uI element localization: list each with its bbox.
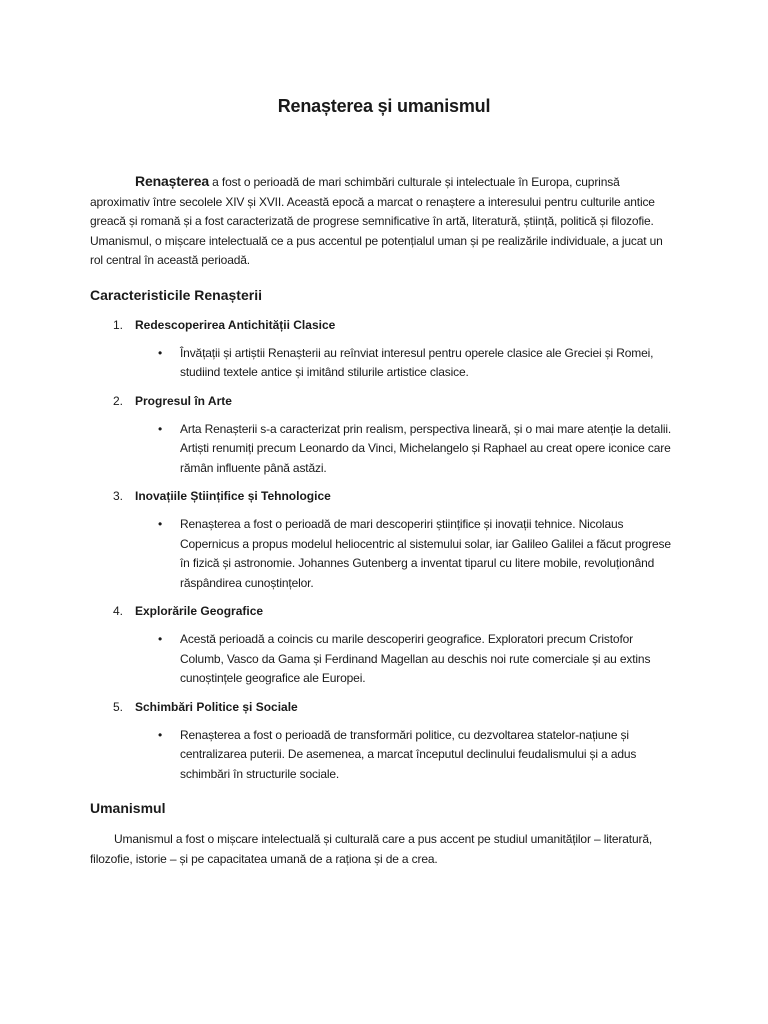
bullet-text: Acestă perioadă a coincis cu marile descoperiri geografice. Exploratori precum Cristofor Columb, Vasco da Gama și Ferdinand Magellan au deschis noi rute comerciale și au extins cunoștințele geografice ale Europei.: [180, 632, 651, 685]
list-item-title: Explorările Geografice: [135, 604, 264, 618]
list-item: [90, 488, 678, 593]
list-item-heading: [90, 699, 678, 715]
list-item-heading: [90, 317, 678, 333]
bullet-text: Învățații și artiștii Renașterii au reînviat interesul pentru operele clasice ale Greciei și Romei, studiind textele antice și imitând stilurile artistice clasice.: [180, 345, 654, 379]
bullet-icon: •: [158, 517, 163, 531]
page-title: Renașterea și umanismul: [277, 96, 491, 116]
bullet-text: Arta Renașterii s-a caracterizat prin realism, perspectiva lineară, și o mai mare atenție la detalii. Artiști renumiți precum Leonardo da Vinci, Michelangelo și Raphael au creat opere iconice care rămân influente până astăzi.: [180, 421, 672, 475]
list-item: [90, 393, 678, 479]
bullet-point: [90, 515, 678, 593]
bullet-text: Renașterea a fost o perioadă de transformări politice, cu dezvoltarea statelor-națiune și centralizarea puterii. De asemenea, a marcat începutul declinului feudalismului și a adus schimbări în structurile sociale.: [180, 727, 637, 781]
bullet-point: [90, 726, 678, 785]
bullet-icon: •: [158, 632, 163, 646]
list-item-number: 3.: [113, 489, 124, 503]
list-item-title: Schimbări Politice și Sociale: [135, 699, 298, 714]
bullet-point: [90, 630, 678, 689]
intro-paragraph: [90, 172, 678, 271]
humanism-paragraph: Umanismul a fost o mișcare intelectuală și culturală care a pus accent pe studiul umanităților – literatură, filozofie, istorie – și pe capacitatea umană de a raționa și de a crea.: [90, 832, 653, 866]
list-item-number: 1.: [113, 317, 124, 332]
section-heading-humanism: Umanismul: [90, 800, 166, 816]
characteristics-list: [90, 317, 678, 785]
list-item-number: 4.: [113, 604, 124, 618]
list-item-title: Progresul în Arte: [135, 393, 232, 408]
list-item-title: Inovațiile Științifice și Tehnologice: [135, 489, 331, 503]
list-item-number: 5.: [113, 699, 124, 714]
bullet-icon: •: [158, 345, 163, 360]
intro-lead-term: Renașterea: [135, 173, 209, 189]
list-item-heading: [90, 393, 678, 409]
bullet-point: [90, 344, 678, 383]
bullet-point: [90, 420, 678, 479]
list-item: [90, 699, 678, 785]
bullet-icon: •: [158, 421, 163, 436]
list-item-heading: [90, 603, 678, 619]
list-item-number: 2.: [113, 393, 124, 408]
list-item-title: Redescoperirea Antichității Clasice: [135, 317, 336, 332]
bullet-text: Renașterea a fost o perioadă de mari descoperiri științifice și inovații tehnice. Nicolaus Copernicus a propus modelul heliocentric al sistemului solar, iar Galileo Galilei a făcut progrese în fizică și astronomie. Johannes Gutenberg a inventat tiparul cu litere mobile, revoluționând răspândirea cunoștințelor.: [180, 517, 671, 590]
list-item: [90, 603, 678, 689]
list-item-heading: [90, 488, 678, 504]
list-item: [90, 317, 678, 383]
bullet-icon: •: [158, 727, 163, 742]
intro-text: a fost o perioadă de mari schimbări culturale și intelectuale în Europa, cuprinsă aproximativ între secolele XIV și XVII. Această epocă a marcat o renaștere a interesului pentru culturile antice greacă și romană și a fost caracterizată de progrese semnificative în artă, literatură, știință, politică și filozofie. Umanismul, o mișcare intelectuală ce a pus accentul pe potențialul uman și pe realizările individuale, a jucat un rol central în această perioadă.: [90, 175, 663, 267]
section-heading-characteristics: Caracteristicile Renașterii: [90, 286, 262, 303]
